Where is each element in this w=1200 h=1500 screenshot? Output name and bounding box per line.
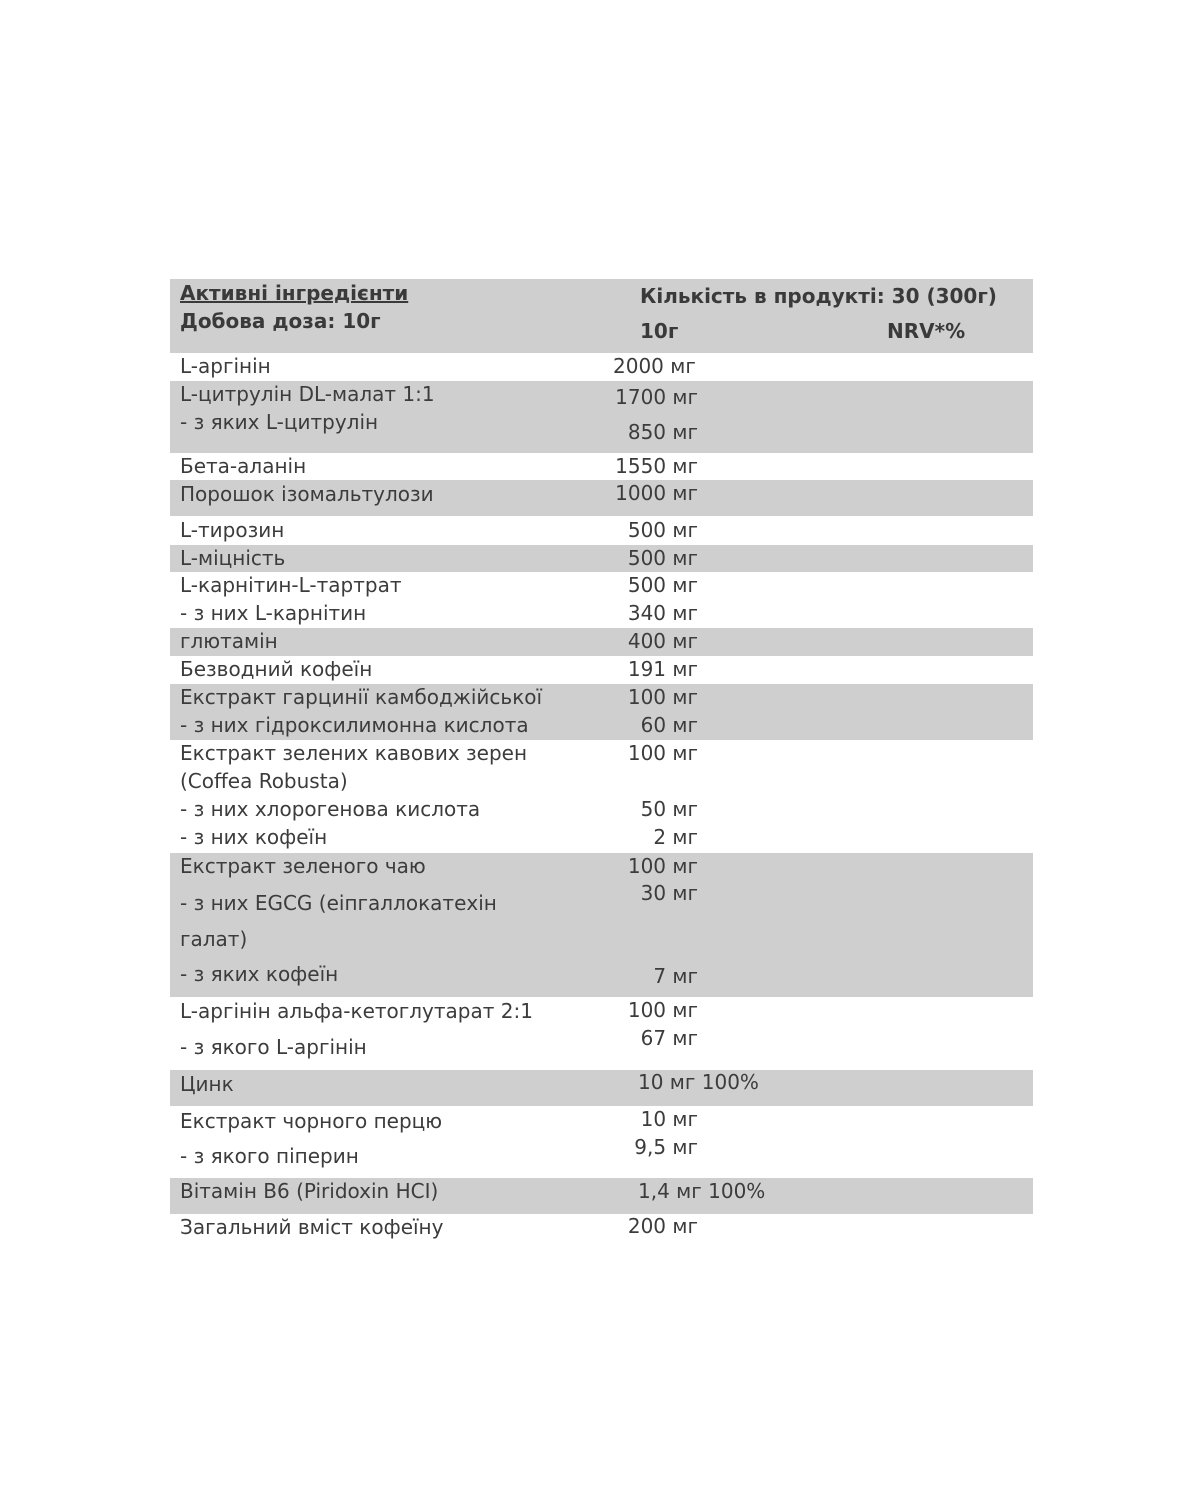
ingredient-amount: 7 мг: [653, 964, 698, 988]
table-row: [170, 572, 1033, 628]
table-row: [170, 545, 1033, 572]
ingredient-amount: 850 мг: [627, 420, 698, 444]
ingredient-name: L-карнітин-L-тартрат: [180, 573, 402, 597]
table-row: [170, 1214, 1033, 1250]
ingredient-rows: [170, 353, 1033, 1250]
ingredient-name: Екстракт зелених кавових зерен: [180, 741, 528, 765]
ingredient-amount: 1000 мг: [615, 481, 698, 505]
table-row: [170, 684, 1033, 740]
ingredient-name: - з них EGCG (еіпгаллокатехін: [180, 891, 497, 915]
ingredient-amount: 500 мг: [627, 573, 698, 597]
ingredient-amount: 9,5 мг: [634, 1135, 698, 1159]
ingredient-name: Екстракт зеленого чаю: [180, 854, 426, 878]
ingredient-name: Екстракт гарцинії камбоджійської: [180, 685, 543, 709]
ingredient-amount: 50 мг: [640, 797, 698, 821]
table-row: [170, 1106, 1033, 1178]
ingredient-amount: 67 мг: [640, 1026, 698, 1050]
table-row: [170, 453, 1033, 480]
ingredient-name: - з них L-карнітин: [180, 601, 367, 625]
ingredient-amount: 100 мг: [627, 741, 698, 765]
ingredient-name: L-аргінін альфа-кетоглутарат 2:1: [180, 999, 533, 1023]
active-ingredients-heading: Активні інгредієнти: [180, 281, 409, 305]
ingredient-name: Порошок ізомальтулози: [180, 482, 434, 506]
ingredient-amount: 100 мг: [627, 854, 698, 878]
ingredient-amount: 10 мг: [640, 1107, 698, 1131]
ingredient-name: L-тирозин: [180, 518, 285, 542]
ingredient-name: - з яких кофеїн: [180, 962, 339, 986]
ingredient-name: L-цитрулін DL-малат 1:1: [180, 382, 435, 406]
table-row: [170, 628, 1033, 656]
ingredient-amount: 1700 мг: [615, 385, 698, 409]
ingredient-name: Екстракт чорного перцю: [180, 1109, 443, 1133]
ingredient-name: галат): [180, 927, 248, 951]
ingredient-amount: 1550 мг: [615, 454, 698, 478]
table-row: [170, 740, 1033, 853]
ingredient-name: L-аргінін: [180, 354, 271, 378]
ingredient-name: - з них кофеїн: [180, 825, 328, 849]
ingredient-amount: 2 мг: [653, 825, 698, 849]
amount-column-header: 10г: [640, 319, 679, 343]
ingredient-amount: 200 мг: [627, 1214, 698, 1238]
ingredient-name: Загальний вміст кофеїну: [180, 1215, 444, 1239]
ingredient-name: - з них хлорогенова кислота: [180, 797, 481, 821]
nrv-column-header: NRV*%: [887, 319, 966, 343]
ingredient-name: Безводний кофеїн: [180, 657, 373, 681]
ingredient-amount: 100 мг: [627, 685, 698, 709]
ingredient-amount: 10 мг 100%: [638, 1070, 759, 1094]
ingredient-amount: 500 мг: [627, 518, 698, 542]
ingredient-name: L-міцність: [180, 546, 286, 570]
ingredient-name: (Coffea Robusta): [180, 769, 348, 793]
ingredient-amount: 1,4 мг 100%: [638, 1179, 766, 1203]
ingredient-amount: 2000 мг: [613, 354, 696, 378]
daily-dose-label: Добова доза: 10г: [180, 309, 381, 333]
ingredient-amount: 340 мг: [627, 601, 698, 625]
ingredients-table: [170, 279, 1033, 1250]
table-row: [170, 853, 1033, 997]
ingredient-amount: 500 мг: [627, 546, 698, 570]
table-row: [170, 656, 1033, 684]
ingredient-amount: 30 мг: [640, 881, 698, 905]
ingredient-name: Цинк: [180, 1072, 234, 1096]
table-row: [170, 1178, 1033, 1214]
table-row: [170, 516, 1033, 545]
ingredient-name: - з них гідроксилимонна кислота: [180, 713, 529, 737]
product-quantity-label: Кількість в продукті: 30 (300г): [640, 284, 997, 308]
ingredient-amount: 100 мг: [627, 998, 698, 1022]
table-row: [170, 997, 1033, 1070]
ingredient-name: - з якого L-аргінін: [180, 1035, 367, 1059]
table-row: [170, 480, 1033, 516]
ingredient-amount: 60 мг: [640, 713, 698, 737]
ingredient-name: глютамін: [180, 629, 278, 653]
table-row: [170, 1070, 1033, 1106]
ingredient-amount: 191 мг: [627, 657, 698, 681]
ingredient-name: - з яких L-цитрулін: [180, 410, 379, 434]
ingredient-amount: 400 мг: [627, 629, 698, 653]
ingredient-name: - з якого піперин: [180, 1144, 359, 1168]
table-row: [170, 353, 1033, 381]
ingredient-name: Бета-аланін: [180, 454, 307, 478]
table-header: [170, 279, 1033, 353]
ingredient-name: Вітамін B6 (Piridoxin HCI): [180, 1179, 439, 1203]
table-row: [170, 381, 1033, 453]
